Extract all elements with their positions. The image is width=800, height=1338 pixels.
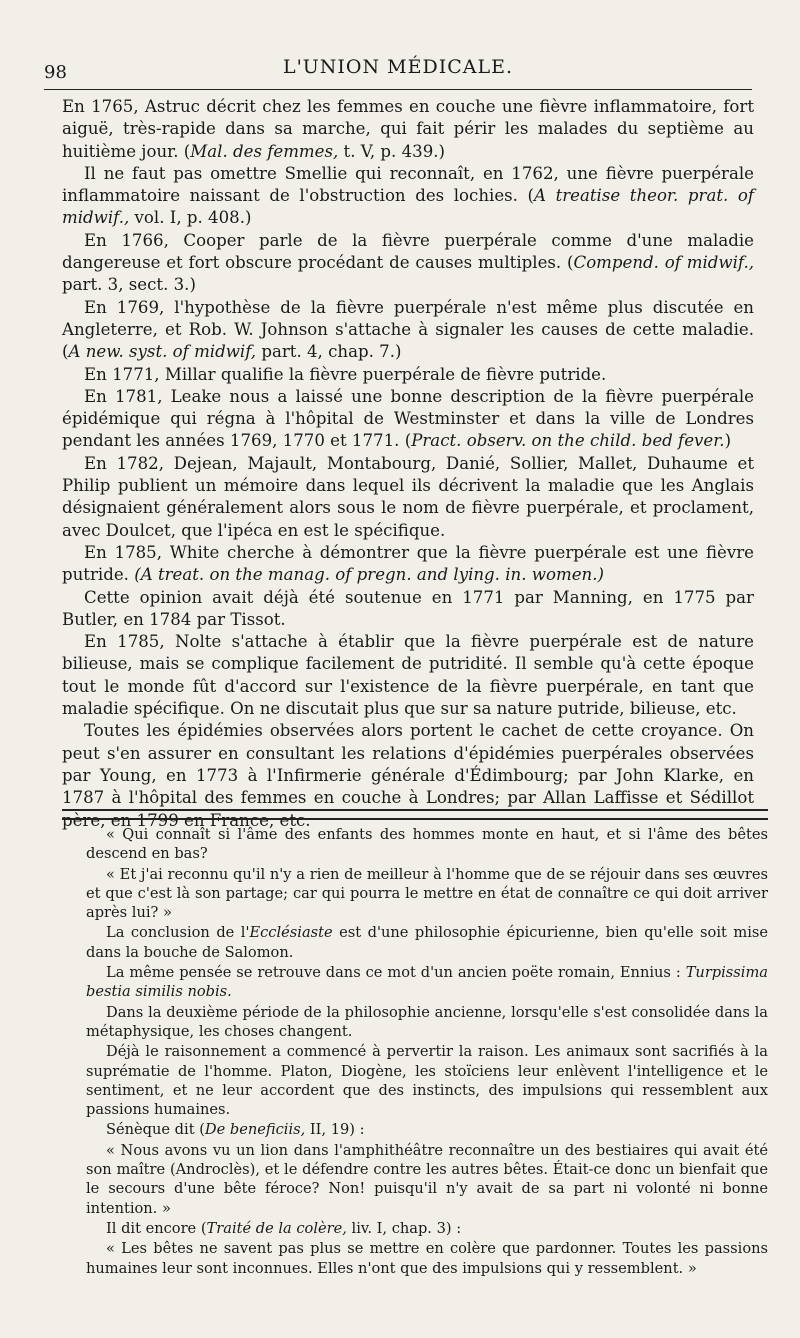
quote-betes: « Les bêtes ne savent pas plus se mettre en colère que pardonner. Toutes les passions humaines leur sont inconnues. Elles n'ont que des impulsions qui y ressemblent. » <box>86 1240 768 1277</box>
paragraph-dit-encore: Il dit encore (Traité de la colère, liv. I, chap. 3) : <box>106 1219 462 1237</box>
page-number: 98 <box>44 62 67 83</box>
paragraph-ecclesiaste: La conclusion de l'Ecclésiaste est d'une philosophie épicurienne, bien qu'elle soit mise dans la bouche de Salomon. <box>86 924 768 961</box>
quote-lion: « Nous avons vu un lion dans l'amphithéâtre reconnaître un des bestiaires qui avait été son maître (Androclès), et le défendre contre les autres bêtes. Était-ce donc un bienfait que le secours d'une bête féroce? Non! puisqu'il n'y avait de sa part ni volonté ni bonne intention. » <box>86 1141 768 1217</box>
paragraph-millar: En 1771, Millar qualifie la fièvre puerpérale de fièvre putride. <box>84 364 607 384</box>
quote-reconnu: « Et j'ai reconnu qu'il n'y a rien de meilleur à l'homme que de se réjouir dans ses œuvres et que c'est là son partage; car qui pourra le mettre en état de connaître ce qui doit arriver après lui? » <box>86 865 768 922</box>
paragraph-raisonnement: Déjà le raisonnement a commencé à pervertir la raison. Les animaux sont sacrifiés à la suprématie de l'homme. Platon, Diogène, les stoïciens leur enlèvent l'intelligence et le sentiment, et ne leur accordent que des instincts, des impulsions qui ressemblent aux passions humaines. <box>86 1043 768 1119</box>
feuilleton-text <box>86 825 768 1279</box>
main-text <box>62 96 754 832</box>
paragraph-white: En 1785, White cherche à démontrer que la fièvre puerpérale est une fièvre putride. (A treat. on the manag. of pregn. and lying. in. women.) <box>62 542 754 585</box>
paragraph-johnson: En 1769, l'hypothèse de la fièvre puerpérale n'est même plus discutée en Angleterre, et Rob. W. Johnson s'attache à signaler les causes de cette maladie. (A new. syst. of midwif, part. 4, chap. 7.) <box>62 297 754 362</box>
paragraph-leake: En 1781, Leake nous a laissé une bonne description de la fièvre puerpérale épidémique qui régna à l'hôpital de Westminster et dans la ville de Londres pendant les années 1769, 1770 et 1771. (Pract. observ. on the child. bed fever.) <box>62 386 754 451</box>
paragraph-astruc: En 1765, Astruc décrit chez les femmes en couche une fièvre inflammatoire, fort aiguë, très-rapide dans sa marche, qui fait périr les malades du septième au huitième jour. (Mal. des femmes, t. V, p. 439.) <box>62 97 754 161</box>
header-rule <box>44 89 752 90</box>
paragraph-epidemies: Toutes les épidémies observées alors portent le cachet de cette croyance. On peut s'en assurer en consultant les relations d'épidémies puerpérales observées par Young, en 1773 à l'Infirmerie générale d'Édimbourg; par John Klarke, en 1787 à l'hôpital des femmes en couche à Londres; par Allan Laffisse et Sédillot père, en 1799 en France, etc. <box>62 721 754 830</box>
quote-ame: « Qui connaît si l'âme des enfants des hommes monte en haut, et si l'âme des bêtes descend en bas? <box>86 826 768 863</box>
paragraph-ennius: La même pensée se retrouve dans ce mot d'un ancien poëte romain, Ennius : Turpissima bestia similis nobis. <box>86 964 768 1001</box>
paragraph-nolte: En 1785, Nolte s'attache à établir que la fièvre puerpérale est de nature bilieuse, mais se complique facilement de putridité. Il semble qu'à cette époque tout le monde fût d'accord sur l'existence de la fièvre puerpérale, en tant que maladie spécifique. On ne discutait plus que sur sa nature putride, bilieuse, etc. <box>62 632 754 719</box>
paragraph-manning: Cette opinion avait déjà été soutenue en 1771 par Manning, en 1775 par Butler, en 1784 par Tissot. <box>62 587 754 629</box>
journal-title: L'UNION MÉDICALE. <box>282 56 514 78</box>
page-header <box>44 52 752 86</box>
paragraph-smellie: Il ne faut pas omettre Smellie qui reconnaît, en 1762, une fièvre puerpérale inflammatoire naissant de l'obstruction des lochies. (A treatise theor. prat. of midwif., vol. I, p. 408.) <box>62 163 755 228</box>
paragraph-dejean: En 1782, Dejean, Majault, Montabourg, Danié, Sollier, Mallet, Duhaume et Philip publient un mémoire dans lequel ils décrivent la maladie que les Anglais désignaient généralement alors sous le nom de fièvre puerpérale, et proclament, avec Doulcet, que l'ipéca en est le spécifique. <box>62 453 754 540</box>
section-divider <box>62 809 768 820</box>
paragraph-deuxieme-periode: Dans la deuxième période de la philosophie ancienne, lorsqu'elle s'est consolidée dans la métaphysique, les choses changent. <box>86 1003 768 1040</box>
paragraph-cooper: En 1766, Cooper parle de la fièvre puerpérale comme d'une maladie dangereuse et fort obscure procédant de causes multiples. (Compend. of midwif., part. 3, sect. 3.) <box>62 230 754 295</box>
paragraph-seneque: Sénèque dit (De beneficiis, II, 19) : <box>106 1121 365 1139</box>
